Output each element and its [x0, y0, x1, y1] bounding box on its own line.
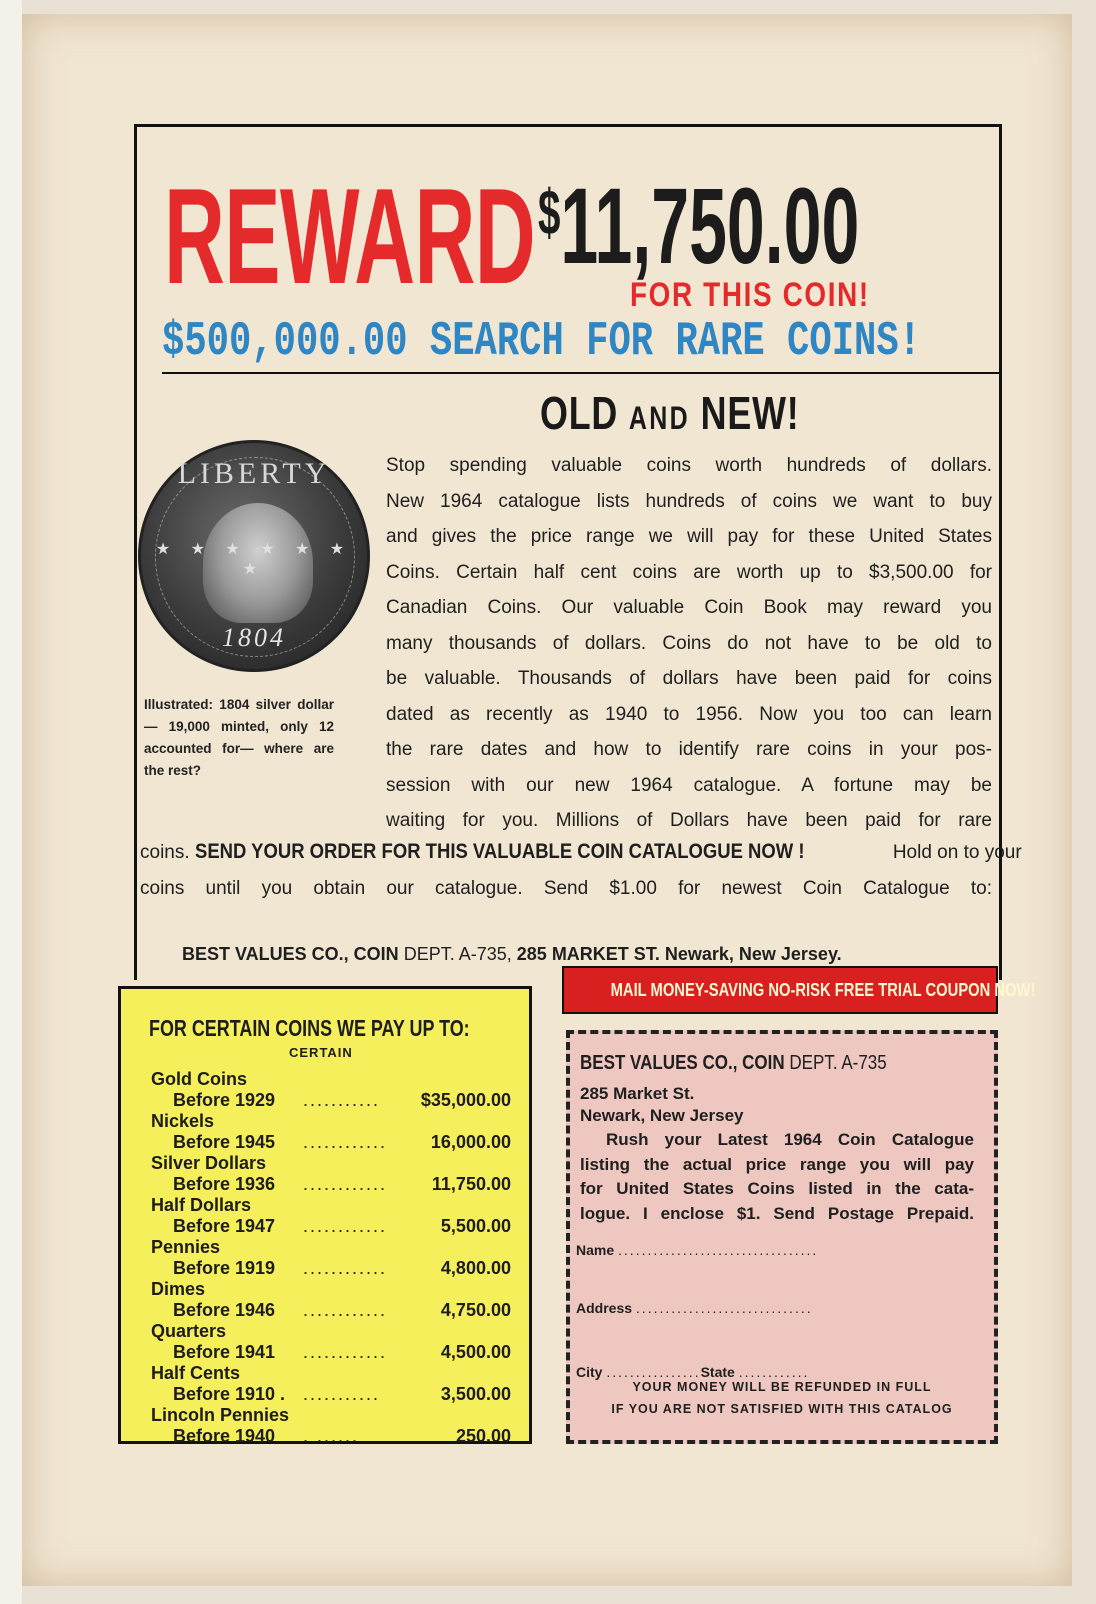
coin-category: Quarters	[151, 1321, 227, 1341]
trial-coupon	[566, 1030, 998, 1444]
list-item	[151, 1321, 511, 1363]
body-line: and gives the price range we will pay for these United States	[386, 526, 992, 547]
coin-price: 16,000.00	[430, 1132, 511, 1152]
coin-price: 3,500.00	[440, 1384, 511, 1404]
ad-body-text	[386, 448, 992, 839]
body-line: dated as recently as 1940 to 1956. Now you too can learn	[386, 703, 992, 725]
body-line: session with our new 1964 catalogue. A fortune may be	[386, 774, 992, 796]
order-callout: SEND YOUR ORDER FOR THIS VALUABLE COIN CATALOGUE NOW !	[194, 840, 805, 863]
list-item	[151, 1153, 511, 1195]
city-state-field[interactable]	[576, 1364, 972, 1380]
list-item	[151, 1237, 511, 1279]
body-line: Stop spending valuable coins worth hundreds of dollars.	[386, 455, 992, 476]
for-this-coin-text: FOR THIS COIN!	[630, 276, 870, 314]
coin-price: $35,000.00	[420, 1090, 511, 1110]
and-word: AND	[628, 400, 690, 436]
state-label: State	[700, 1364, 735, 1380]
address-dept: DEPT. A-735,	[403, 944, 512, 964]
name-line[interactable]: ..................................	[618, 1242, 819, 1258]
list-item	[151, 1405, 511, 1447]
body-line: the rare dates and how to identify rare coins in your pos-	[386, 739, 992, 760]
list-item	[151, 1279, 511, 1321]
price-list	[151, 1069, 511, 1447]
ad-order-text	[140, 834, 1022, 906]
address-street: 285 MARKET ST.	[516, 944, 660, 964]
leader-dots: ............	[303, 1132, 388, 1152]
search-headline: $500,000.00 SEARCH FOR RARE COINS!	[162, 315, 922, 369]
coin-category: Half Dollars	[151, 1195, 252, 1215]
leader-dots: ............	[303, 1216, 388, 1236]
price-list-subtitle: CERTAIN	[289, 1045, 353, 1060]
amount-value: 11,750.00	[560, 165, 860, 286]
refund-notice-2: IF YOU ARE NOT SATISFIED WITH THIS CATALOG	[611, 1402, 953, 1416]
coupon-banner-text: MAIL MONEY-SAVING NO-RISK FREE TRIAL COUPON NOW!	[610, 980, 1036, 1000]
price-list-title: FOR CERTAIN COINS WE PAY UP TO:	[149, 1015, 470, 1041]
coupon-line: listing the actual price range you will pay	[580, 1154, 974, 1174]
leader-dots: ............	[303, 1300, 388, 1320]
city-line[interactable]: ................	[606, 1364, 701, 1380]
leader-dots: ...........	[303, 1090, 381, 1110]
body-line: New 1964 catalogue lists hundreds of coins we want to buy	[386, 490, 992, 512]
refund-notice: YOUR MONEY WILL BE REFUNDED IN FULL	[632, 1380, 932, 1394]
address-city: Newark, New Jersey.	[664, 944, 842, 964]
body-line: waiting for you. Millions of Dollars have been paid for rare	[386, 810, 992, 831]
leader-dots: ............	[303, 1174, 388, 1194]
coupon-line: Rush your Latest 1964 Coin Catalogue	[606, 1130, 974, 1149]
coin-category: Silver Dollars	[151, 1153, 267, 1173]
coin-price: 250.00	[455, 1426, 511, 1446]
reward-amount	[538, 165, 860, 286]
list-item	[151, 1111, 511, 1153]
coin-date: Before 1936	[173, 1174, 276, 1194]
headline-divider	[162, 372, 1000, 374]
coin-date: Before 1910 .	[173, 1384, 286, 1404]
address-field[interactable]	[576, 1300, 972, 1316]
coin-date: Before 1946	[173, 1300, 276, 1320]
coin-price-list-box	[118, 986, 532, 1444]
list-item	[151, 1069, 511, 1111]
reward-headline: REWARD	[164, 160, 536, 312]
coin-category: Pennies	[151, 1237, 221, 1257]
coin-stars: ★ ★ ★ ★ ★ ★ ★	[155, 541, 353, 578]
address-label: Address	[576, 1300, 633, 1316]
name-field[interactable]	[576, 1242, 972, 1258]
coin-price: 4,750.00	[440, 1300, 511, 1320]
order-post: Hold on to your	[892, 842, 1022, 863]
silver-dollar-coin-image	[138, 440, 370, 672]
coupon-street: 285 Market St.	[580, 1084, 695, 1103]
coin-price: 4,800.00	[440, 1258, 511, 1278]
coin-category: Gold Coins	[151, 1069, 247, 1089]
coin-date: Before 1919	[173, 1258, 276, 1278]
coin-legend: LIBERTY	[177, 457, 331, 490]
coin-date: Before 1941	[173, 1342, 276, 1362]
leader-dots: . ......	[303, 1426, 360, 1446]
leader-dots: ...........	[303, 1384, 381, 1404]
coin-caption: Illustrated: 1804 silver dollar — 19,000 minted, only 12 accounted for— where are the rest?	[144, 697, 334, 778]
list-item	[151, 1195, 511, 1237]
state-line[interactable]: ............	[738, 1364, 810, 1380]
coin-date: Before 1947	[173, 1216, 276, 1236]
coupon-line: for United States Coins listed in the cata-	[580, 1179, 974, 1198]
coupon-banner	[562, 966, 1036, 1014]
address-line[interactable]: ..............................	[635, 1300, 813, 1316]
coupon-company-name: BEST VALUES CO., COIN	[580, 1052, 785, 1074]
body-line: be valuable. Thousands of dollars have been paid for coins	[386, 668, 992, 689]
mailing-address	[182, 944, 952, 965]
old-word: OLD	[540, 387, 619, 439]
body-line: many thousands of dollars. Coins do not have to be old to	[386, 632, 992, 654]
body-line: Coins. Certain half cent coins are worth up to $3,500.00 for	[386, 561, 992, 583]
city-label: City	[576, 1364, 603, 1380]
coin-price: 4,500.00	[440, 1342, 511, 1362]
order-line-2: coins until you obtain our catalogue. Send $1.00 for newest Coin Catalogue to:	[140, 877, 992, 899]
coupon-company	[580, 1052, 887, 1075]
coin-price: 5,500.00	[440, 1216, 511, 1236]
coupon-dept: DEPT. A-735	[789, 1052, 887, 1074]
coin-category: Half Cents	[151, 1363, 241, 1383]
coin-category: Lincoln Pennies	[151, 1405, 290, 1425]
coupon-city: Newark, New Jersey	[580, 1106, 744, 1125]
address-company: BEST VALUES CO., COIN	[182, 944, 399, 964]
new-word: NEW!	[700, 387, 800, 439]
coin-date: Before 1945	[173, 1132, 276, 1152]
dollar-sign: $	[538, 176, 561, 248]
scan-background	[0, 0, 22, 1604]
coin-category: Dimes	[151, 1279, 206, 1299]
coin-date: Before 1940	[173, 1426, 276, 1446]
name-label: Name	[576, 1242, 615, 1258]
coin-date: Before 1929	[173, 1090, 276, 1110]
coin-year: 1804	[222, 623, 286, 652]
order-pre: coins.	[140, 842, 190, 863]
coupon-body	[580, 1128, 974, 1226]
coin-price: 11,750.00	[431, 1174, 511, 1194]
leader-dots: ............	[303, 1342, 388, 1362]
coin-category: Nickels	[151, 1111, 215, 1131]
body-line: Canadian Coins. Our valuable Coin Book may reward you	[386, 597, 992, 618]
coupon-line: logue. I enclose $1. Send Postage Prepaid.	[580, 1203, 974, 1223]
leader-dots: ............	[303, 1258, 388, 1278]
list-item	[151, 1363, 511, 1405]
order-line-1	[140, 834, 1022, 871]
old-and-new-heading	[540, 386, 799, 440]
